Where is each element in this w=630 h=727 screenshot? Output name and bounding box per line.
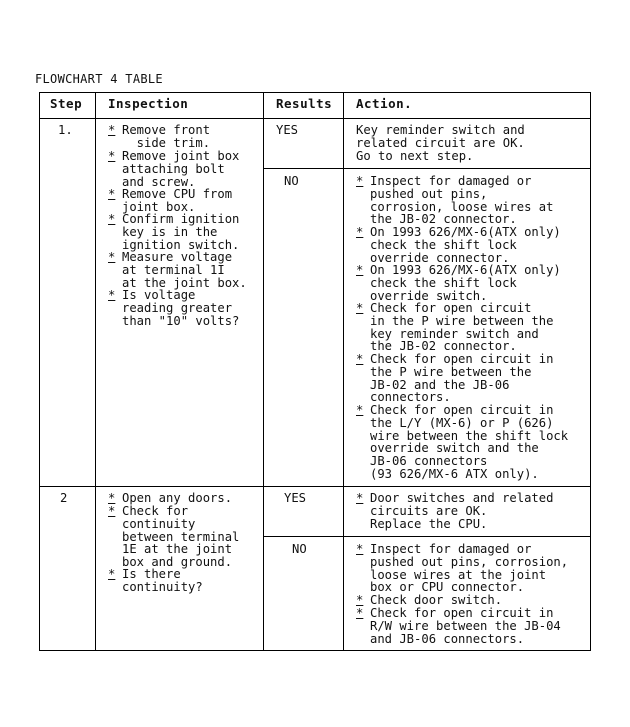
list-item: * Check for continuity between terminal 1E at the joint box and ground. bbox=[108, 504, 240, 570]
list-item: * Is voltage reading greater than "10" volts? bbox=[108, 288, 240, 328]
list-item: * Is there continuity? bbox=[108, 567, 203, 594]
list-item: * Check for open circuit in R/W wire between the JB-04 and JB-06 connectors. bbox=[356, 606, 561, 646]
list-item: * Check for open circuit in the P wire between the key reminder switch and the JB-02 connector. bbox=[356, 301, 554, 354]
list-item: * Check for open circuit in the P wire between the JB-02 and the JB-06 connectors. bbox=[356, 352, 554, 405]
row1-no-label: NO bbox=[284, 174, 299, 188]
header-step: Step bbox=[50, 96, 83, 111]
list-item: * On 1993 626/MX-6(ATX only) check the shift lock override connector. bbox=[356, 225, 561, 265]
header-results: Results bbox=[276, 96, 333, 111]
list-item: * Inspect for damaged or pushed out pins, corrosion, loose wires at the JB-02 connector. bbox=[356, 174, 554, 227]
list-item: * Inspect for damaged or pushed out pins, corrosion, loose wires at the joint box or CPU connector. bbox=[356, 542, 569, 595]
list-item: * Confirm ignition key is in the ignition switch. bbox=[108, 212, 240, 252]
page-title: FLOWCHART 4 TABLE bbox=[35, 72, 163, 86]
list-item: * On 1993 626/MX-6(ATX only) check the shift lock override switch. bbox=[356, 263, 561, 303]
row1-yes-text: Key reminder switch and related circuit are OK. Go to next step. bbox=[356, 123, 525, 163]
list-item: * Door switches and related circuits are OK. Replace the CPU. bbox=[356, 491, 554, 531]
list-item: * Check for open circuit in the L/Y (MX-6) or P (626) wire between the shift lock override switch and the JB-06 connectors (93 626/MX-6 ATX only). bbox=[356, 403, 569, 481]
header-inspection: Inspection bbox=[108, 96, 189, 111]
list-item: * Measure voltage at terminal 1I at the joint box. bbox=[108, 250, 247, 290]
list-item: * Remove joint box attaching bolt and screw. bbox=[108, 149, 240, 189]
list-item: * Open any doors. bbox=[108, 491, 233, 505]
list-item: * Remove CPU from joint box. bbox=[108, 187, 233, 214]
list-item: * Check door switch. bbox=[356, 593, 503, 607]
list-item: * Remove front side trim. bbox=[108, 123, 211, 150]
row2-no-label: NO bbox=[292, 542, 307, 556]
row1-step: 1. bbox=[58, 123, 73, 137]
header-action: Action. bbox=[356, 96, 413, 111]
row2-yes-label: YES bbox=[284, 491, 307, 505]
row2-step: 2 bbox=[60, 491, 68, 505]
row1-yes-label: YES bbox=[276, 123, 299, 137]
